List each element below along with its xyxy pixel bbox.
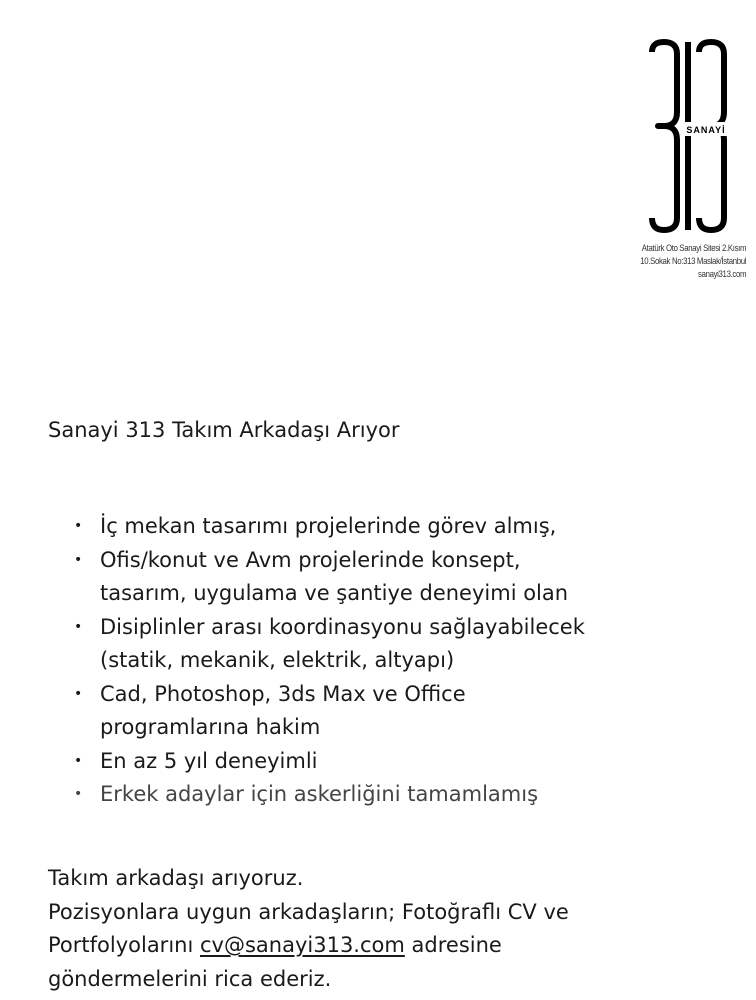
list-item bbox=[74, 778, 585, 812]
bullet-icon: • bbox=[74, 618, 83, 635]
list-item-text: Disiplinler arası koordinasyonu sağlayabilecek bbox=[100, 614, 585, 639]
bullet-icon: • bbox=[74, 786, 83, 802]
list-item-text: Erkek adaylar için askerliğini tamamlamış bbox=[100, 782, 539, 806]
closing-line: Takım arkadaşı arıyoruz. bbox=[48, 866, 304, 890]
bullet-icon: • bbox=[74, 685, 83, 702]
requirements-list bbox=[74, 510, 585, 812]
address-line: 10.Sokak No:313 Maslak/İstanbul bbox=[640, 256, 746, 267]
logo-sub-text: SANAYİ bbox=[686, 125, 726, 135]
list-item-text: İç mekan tasarımı projelerinde görev almış, bbox=[100, 514, 557, 538]
list-item bbox=[74, 678, 585, 745]
email-link[interactable]: cv@sanayi313.com bbox=[200, 933, 405, 957]
page-title: Sanayi 313 Takım Arkadaşı Arıyor bbox=[48, 418, 400, 442]
list-item-text: tasarım, uygulama ve şantiye deneyimi olan bbox=[100, 581, 569, 605]
list-item bbox=[74, 510, 585, 544]
list-item-text: Cad, Photoshop, 3ds Max ve Office bbox=[100, 681, 466, 706]
list-item-text: En az 5 yıl deneyimli bbox=[100, 748, 318, 773]
list-item-text: (statik, mekanik, elektrik, altyapı) bbox=[100, 648, 455, 672]
closing-line: göndermelerini rica ederiz. bbox=[48, 966, 332, 991]
closing-text: Portfolyolarını bbox=[48, 933, 194, 957]
address-block bbox=[640, 242, 746, 281]
list-item bbox=[74, 745, 585, 779]
closing-line: Pozisyonlara uygun arkadaşların; Fotoğraflı CV ve bbox=[48, 899, 569, 924]
bullet-icon: • bbox=[74, 518, 83, 534]
list-item-text: programlarına hakim bbox=[100, 715, 321, 739]
address-line: Atatürk Oto Sanayi Sitesi 2.Kısım bbox=[641, 243, 746, 254]
list-item bbox=[74, 544, 585, 611]
closing-line-email bbox=[48, 929, 569, 963]
list-item bbox=[74, 611, 585, 678]
bullet-icon: • bbox=[74, 551, 83, 568]
closing-text: adresine bbox=[411, 933, 502, 957]
closing-paragraph bbox=[48, 862, 569, 996]
list-item-text: Ofis/konut ve Avm projelerinde konsept, bbox=[100, 547, 521, 572]
sanayi-313-logo bbox=[648, 38, 748, 234]
website-link[interactable]: sanayi313.com bbox=[697, 269, 746, 280]
bullet-icon: • bbox=[74, 752, 83, 769]
logo-digit-3-left bbox=[652, 42, 677, 230]
